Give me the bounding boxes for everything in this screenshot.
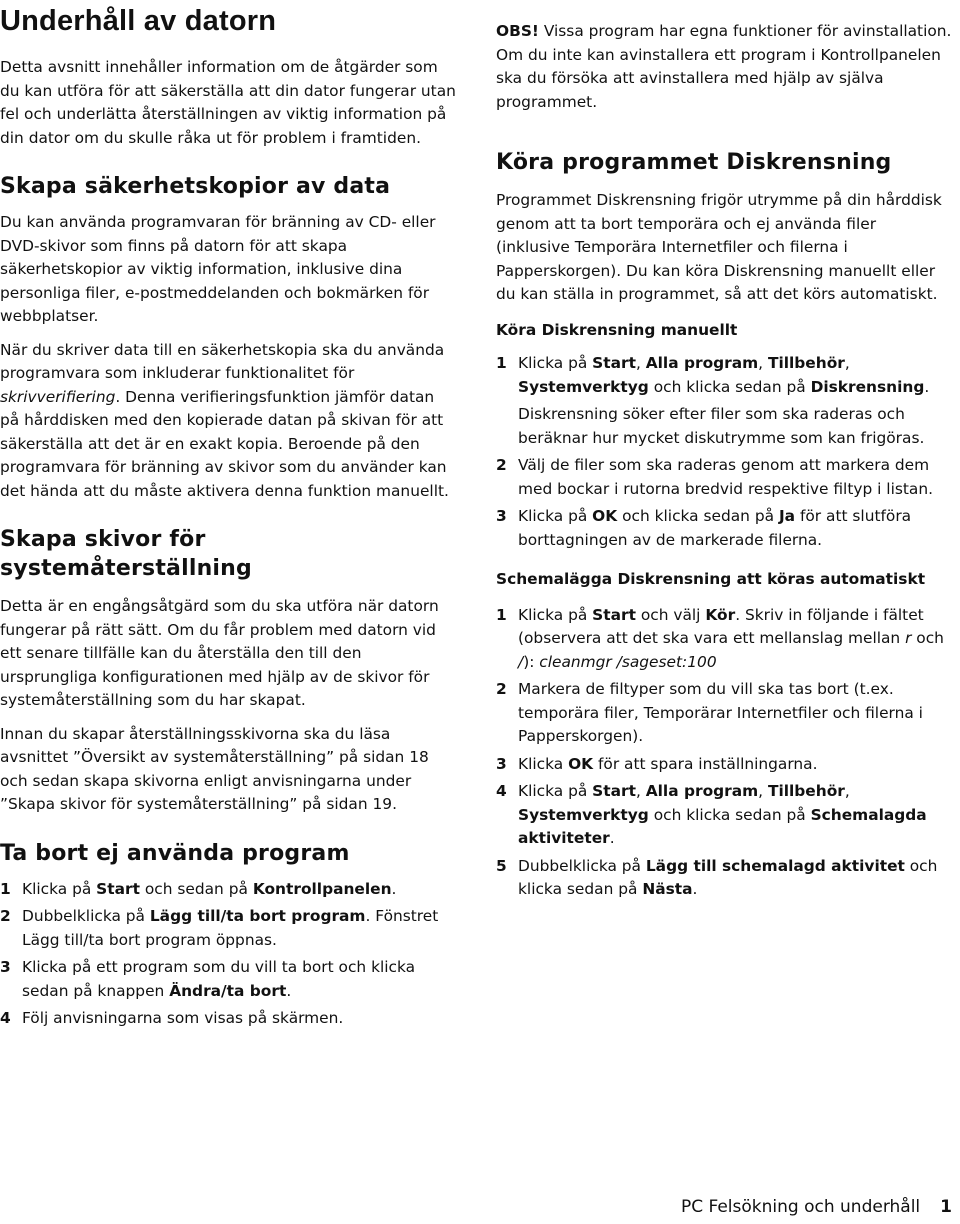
remove-step-1: 1 Klicka på Start och sedan på Kontrollpanelen. xyxy=(0,879,397,898)
disk-cleanup-heading: Köra programmet Diskrensning xyxy=(496,150,892,175)
manual-step-1: 1 Klicka på Start, Alla program, Tillbehör, Systemverktyg och klicka sedan på Diskrensning. Diskrensning söker efter filer som ska raderas och beräknar hur mycket diskutrymme som kan frigöras. xyxy=(496,352,952,450)
page-footer xyxy=(681,1194,952,1220)
remove-step-2: 2 Dubbelklicka på Lägg till/ta bort program. Fönstret Lägg till/ta bort program öppnas. xyxy=(0,907,439,949)
footer-label: PC Felsökning och underhåll xyxy=(680,1197,921,1217)
manual-cleanup-steps xyxy=(496,352,952,552)
recovery-paragraph-2: Innan du skapar återställningsskivorna ska du läsa avsnittet ”Översikt av systemåterställning” på sidan 18 och sedan skapa skivorna enligt anvisningarna under ”Skapa skivor för systemåterställning” på sidan 19. xyxy=(0,724,429,813)
schedule-cleanup-steps xyxy=(496,604,952,902)
remove-step-4: 4 Följ anvisningarna som visas på skärmen. xyxy=(0,1009,344,1027)
right-column xyxy=(496,20,952,902)
page-number: 1 xyxy=(940,1197,952,1217)
obs-note: OBS! Vissa program har egna funktioner för avinstallation. Om du inte kan avinstallera ett program i Kontrollpanelen ska du försöka att avinstallera med hjälp av själva programmet. xyxy=(496,22,952,111)
intro-paragraph: Detta avsnitt innehåller information om de åtgärder som du kan utföra för att säkerställa att din dator fungerar utan fel och underlätta återställningen av viktig information på din dator om du skulle råka ut för problem i framtiden. xyxy=(0,58,456,147)
backup-heading: Skapa säkerhetskopior av data xyxy=(0,174,391,199)
backup-paragraph-1: Du kan använda programvaran för bränning av CD- eller DVD-skivor som finns på datorn för att skapa säkerhetskopior av viktig information, inklusive dina personliga filer, e-postmeddelanden och bokmärken för webbplatser. xyxy=(0,213,436,325)
verification-term: skrivverifiering xyxy=(0,387,116,406)
manual-step-3: 3 Klicka på OK och klicka sedan på Ja för att slutföra borttagningen av de markerade filerna. xyxy=(496,507,912,549)
remove-programs-steps xyxy=(0,878,456,1031)
schedule-step-1: 1 Klicka på Start och välj Kör. Skriv in följande i fältet (observera att det ska vara ett mellanslag mellan r och /): cleanmgr /sageset:100 xyxy=(496,605,944,671)
schedule-step-4: 4 Klicka på Start, Alla program, Tillbehör, Systemverktyg och klicka sedan på Schemalagda aktiviteter. xyxy=(496,782,927,847)
remove-programs-heading: Ta bort ej använda program xyxy=(0,840,350,866)
page-title: Underhåll av datorn xyxy=(0,5,277,37)
backup-paragraph-2: När du skriver data till en säkerhetskopia ska du använda programvara som inkluderar funktionalitet för skrivverifiering. Denna verifieringsfunktion jämför datan på hårddisken med den kopierade datan på skivan för att säkerställa att det är en exakt kopia. Beroende på den programvara för bränning av skivor som du använder kan det hända att du måste aktivera denna funktion manuellt. xyxy=(0,340,449,500)
manual-cleanup-heading: Köra Diskrensning manuellt xyxy=(496,320,738,339)
disk-cleanup-intro: Programmet Diskrensning frigör utrymme på din hårddisk genom att ta bort temporära och ej använda filer (inklusive Temporära Internetfiler och filerna i Papperskorgen). Du kan köra Diskrensning manuellt eller du kan ställa in programmet, så att det körs automatiskt. xyxy=(496,191,942,303)
schedule-cleanup-heading: Schemalägga Diskrensning att köras automatiskt xyxy=(496,570,926,588)
recovery-heading: Skapa skivor för systemåterställning xyxy=(0,527,252,581)
manual-step-2: 2 Välj de filer som ska raderas genom att markera dem med bockar i rutorna bredvid respektive filtyp i listan. xyxy=(496,456,933,498)
command-text: cleanmgr /sageset:100 xyxy=(539,652,717,671)
recovery-paragraph-1: Detta är en engångsåtgärd som du ska utföra när datorn fungerar på rätt sätt. Om du får problem med datorn vid ett senare tillfälle kan du återställa den till den ursprungliga konfigurationen med hjälp av de skivor för systemåterställning som du har skapat. xyxy=(0,597,439,709)
obs-label: OBS! xyxy=(496,22,539,40)
schedule-step-5: 5 Dubbelklicka på Lägg till schemalagd aktivitet och klicka sedan på Nästa. xyxy=(496,856,938,898)
manual-step-1-note: Diskrensning söker efter filer som ska raderas och beräknar hur mycket diskutrymme som kan frigöras. xyxy=(518,405,925,447)
remove-step-3: 3 Klicka på ett program som du vill ta bort och klicka sedan på knappen Ändra/ta bort. xyxy=(0,958,416,1000)
schedule-step-3: 3 Klicka OK för att spara inställningarna. xyxy=(496,754,818,773)
left-column xyxy=(0,0,456,1031)
schedule-step-2: 2 Markera de filtyper som du vill ska tas bort (t.ex. temporära filer, Temporärar Internetfiler och filerna i Papperskorgen). xyxy=(496,680,923,745)
